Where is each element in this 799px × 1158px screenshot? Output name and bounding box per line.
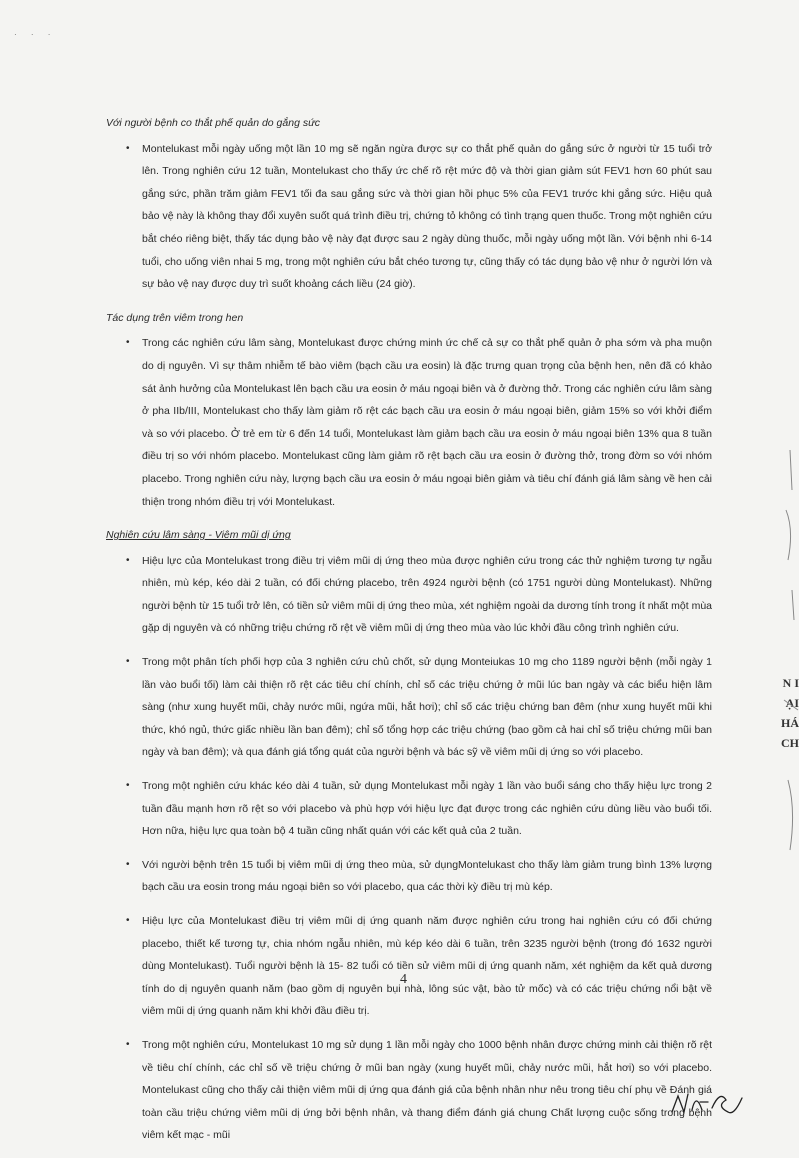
list-item-text: Montelukast mỗi ngày uống một lần 10 mg sẽ ngăn ngừa được sự co thắt phế quản do gắng sức ở người từ 15 tuổi trở lên. Trong nghiên cứu 12 tuần, Montelukast cho thấy ức chế rõ rệt mức độ và thời gian giảm sút FEV1 hơn 60 phút sau gắng sức, phần trăm giảm FEV1 tối đa sau gắng sức và thời gian hồi phục 5% của FEV1 trước khi gắng sức. Hiệu quả bảo vệ này là không thay đổi xuyên suốt quá trình điều trị, chứng tỏ không có tình trạng quen thuốc. Trong một nghiên cứu bắt chéo riêng biệt, thấy tác dụng bảo vệ này đạt được sau 2 ngày dùng thuốc, mỗi ngày uống một lần. Với bệnh nhi 6-14 tuổi, cho uống viên nhai 5 mg, trong một nghiên cứu bắt chéo tương tự, cũng thấy có tác dụng bảo vệ như ở người lớn và sự bảo vệ nay được duy trì suốt khoảng cách liều (24 giờ).: [142, 142, 712, 291]
list-item: [106, 910, 712, 1023]
edge-text-fragment: HÁ: [781, 716, 799, 730]
list-item-text: Với người bệnh trên 15 tuổi bị viêm mũi dị ứng theo mùa, sử dụngMontelukast cho thấy làm giảm trung bình 13% lượng bạch cầu ưa eosin trong máu ngoại biên so với placebo, qua các thời kỳ điều trị mù kép.: [142, 858, 712, 894]
bullet-icon: •: [126, 780, 130, 792]
list-item: [106, 1034, 712, 1147]
list-item-text: Trong một phân tích phối hợp của 3 nghiên cứu chủ chốt, sử dụng Monteiukas 10 mg cho 1189 người bệnh (mỗi ngày 1 lần vào buổi tối) làm cải thiện rõ rệt các tiêu chí chính, chỉ số các triệu chứng ở mũi lúc ban ngày và các biểu hiện lâm sàng (như xung huyết mũi, chảy nước mũi, ngứa mũi, hắt hơi); chỉ số các triệu chứng ban đêm (như xung huyết mũi khi thức, khó ngủ, thức giấc nhiều lần ban đêm); chỉ số tổng hợp các triệu chứng (bao gồm cả hai chỉ số triệu chứng mũi ban ngày và ban đêm); và qua đánh giá tổng quát của người bệnh và bác sỹ về viêm mũi dị ứng so với placebo.: [142, 656, 712, 759]
list-item-text: Trong các nghiên cứu lâm sàng, Montelukast được chứng minh ức chế cả sự co thắt phế quản ở pha sớm và pha muộn do dị nguyên. Vì sự thâm nhiễm tế bào viêm (bạch cầu ưa eosin) là đặc trưng quan trọng của bệnh hen, nên đã có khảo sát ảnh hưởng của Montelukast lên bạch cầu ưa eosin ở máu ngoại biên và ở đường thở. Trong các nghiên cứu lâm sàng ở pha IIb/III, Montelukast cho thấy làm giảm rõ rệt các bạch cầu ưa eosin ở máu ngoại biên, giảm 15% so với khởi điểm và so với placebo. Ở trẻ em từ 6 đến 14 tuổi, Montelukast làm giảm bạch cầu ưa eosin ở máu ngoại biên 13% qua 8 tuần điều trị so với nhóm placebo. Montelukast cũng làm giảm rõ rệt bạch cầu ưa eosin ở đường thở, trong đờm so với nhóm placebo. Trong nghiên cứu này, lượng bạch cầu ưa eosin ở máu ngoại biên giảm và tiêu chí đánh giá lâm sàng về hen cải thiện trong nhóm điều trị với Montelukast.: [142, 337, 712, 508]
list-item-text: Trong một nghiên cứu khác kéo dài 4 tuần, sử dụng Montelukast mỗi ngày 1 lần vào buổi sáng cho thấy hiệu lực trong 2 tuần đầu mạnh hơn rõ rệt so với placebo và phù hợp với hiệu lực đạt được trong các nghiên cứu dùng liều vào buổi tối. Hơn nữa, hiệu lực qua toàn bộ 4 tuần cũng nhất quán với các kết quả của 2 tuần.: [142, 780, 712, 838]
scan-noise: · · ·: [14, 30, 57, 39]
bullet-icon: •: [126, 142, 130, 154]
bullet-icon: •: [126, 554, 130, 566]
edge-text-fragment: ẠI: [785, 696, 799, 710]
list-item-text: Hiệu lực của Montelukast điều trị viêm mũi dị ứng quanh năm được nghiên cứu trong hai nghiên cứu có đối chứng placebo, thiết kế tương tự, chia nhóm ngẫu nhiên, mù kép kéo dài 6 tuần, trên 3235 người bệnh (trong đó 1632 người dùng Montelukast). Tuổi người bệnh là 15- 82 tuổi có tiền sử viêm mũi dị ứng quanh năm, xét nghiệm da kết quả dương tính do dị nguyên quanh năm (bao gồm dị nguyên bụi nhà, lông súc vật, bào tử mốc) và có các triệu chứng nổi bật về viêm mũi dị ứng quanh năm khi khởi đầu điều trị.: [142, 915, 712, 1018]
bullet-icon: •: [126, 656, 130, 668]
list-item: [106, 775, 712, 843]
bullet-icon: •: [126, 858, 130, 870]
document-body: [106, 112, 712, 1158]
section-allergic-rhinitis: [106, 524, 712, 1147]
section-exercise-bronchoconstriction: [106, 112, 712, 296]
bullet-icon: •: [126, 337, 130, 349]
section-heading: Tác dụng trên viêm trong hen: [106, 311, 244, 324]
list-item-text: Hiệu lực của Montelukast trong điều trị viêm mũi dị ứng theo mùa được nghiên cứu trong các thử nghiệm tương tự ngẫu nhiên, mù kép, kéo dài 2 tuần, có đối chứng placebo, trên 4924 người bệnh (có 1751 người dùng Montelukast). Những người bệnh từ 15 tuổi trở lên, có tiền sử viêm mũi dị ứng theo mùa, xét nghiệm ngoài da dương tính trong ít nhất một mùa gặp dị nguyên và có những triệu chứng rõ rệt về viêm mũi dị ứng theo mùa vào lúc khởi đầu công trình nghiên cứu.: [142, 554, 712, 635]
list-item: [106, 651, 712, 764]
section-heading: Với người bệnh co thắt phế quản do gắng sức: [106, 117, 320, 129]
bullet-list: [106, 550, 712, 1147]
bullet-list: [106, 332, 712, 513]
section-anti-inflammatory: [106, 307, 712, 513]
bullet-icon: •: [126, 915, 130, 926]
page-number: 4: [400, 972, 407, 987]
signature: [670, 1088, 750, 1118]
bullet-icon: •: [126, 1038, 130, 1050]
list-item: [106, 138, 712, 296]
list-item: [106, 854, 712, 899]
edge-text-fragment: N I: [782, 676, 799, 690]
bullet-list: [106, 138, 712, 296]
section-heading: Nghiên cứu lâm sàng - Viêm mũi dị ứng: [106, 529, 291, 542]
list-item: [106, 550, 712, 640]
list-item-text: Trong một nghiên cứu, Montelukast 10 mg sử dụng 1 lần mỗi ngày cho 1000 bệnh nhân được chứng minh cải thiện rõ rệt về tiêu chí chính, các chỉ số về triệu chứng ở mũi ban ngày (xung huyết mũi, chảy nước mũi, hắt hơi) so với placebo. Montelukast cũng cho thấy cải thiện viêm mũi dị ứng qua đánh giá của bệnh nhân như nêu trong tiêu chí phụ về Đánh giá toàn cầu triệu chứng viêm mũi dị ứng bởi bệnh nhân, và thang điểm đánh giá chung Chất lượng cuộc sống trong bệnh viêm kết mạc - mũi: [142, 1038, 712, 1142]
edge-text-fragment: CH: [781, 736, 799, 750]
list-item: [106, 332, 712, 513]
stamp-edge-marks: [780, 450, 799, 870]
